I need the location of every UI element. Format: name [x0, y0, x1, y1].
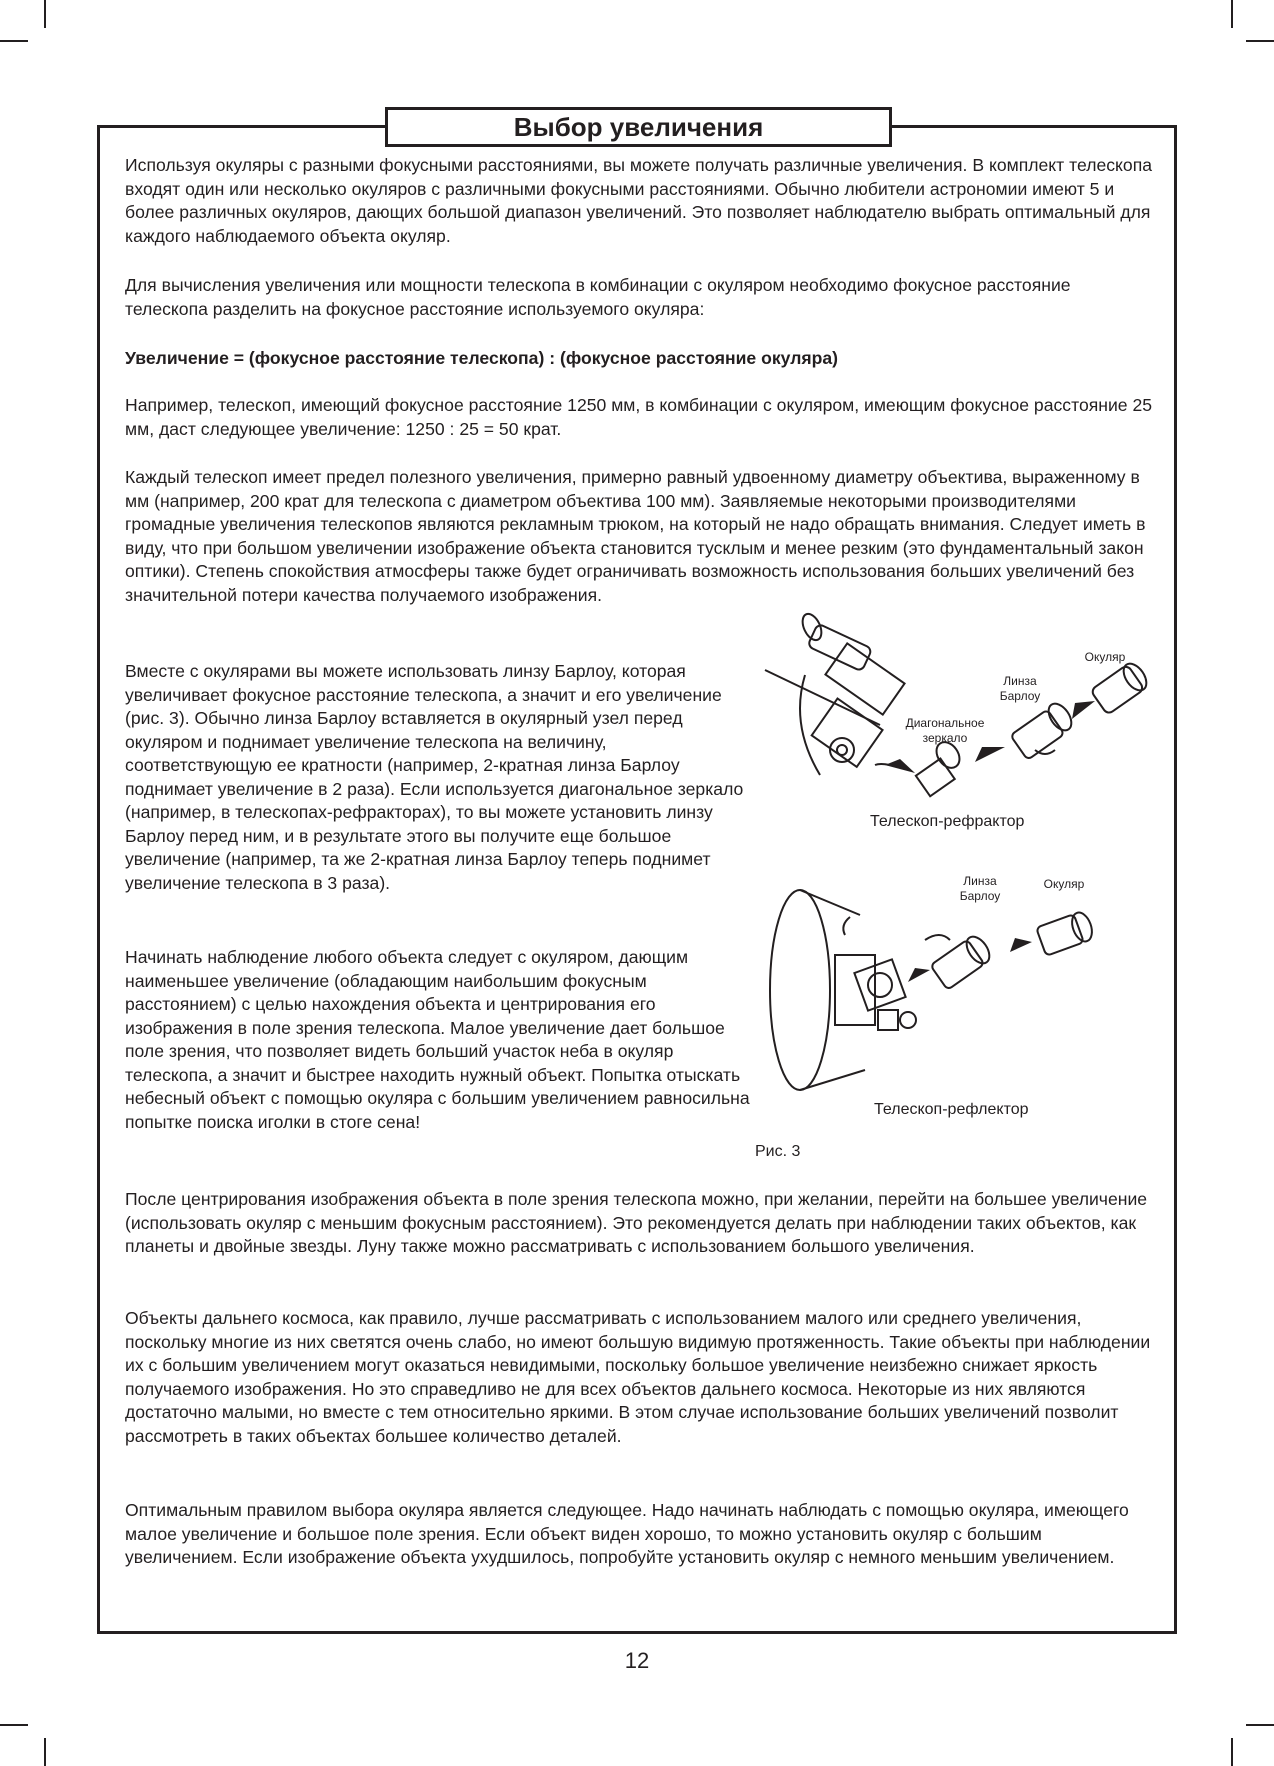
section-title: Выбор увеличения: [385, 107, 892, 147]
paragraph-centering: После центрирования изображения объекта в поле зрения телескопа можно, при желании, перейти на большее увеличение (использовать окуляр с меньшим фокусным расстоянием). Это рекомендуется делать при наблюдении таких объектов, как планеты и двойные звезды. Луну также можно рассматривать с использованием большого увеличения.: [125, 1189, 1148, 1256]
reflector-illustration: [760, 880, 1100, 1100]
label-barlow-refractor: [990, 674, 1050, 704]
crop-mark: [0, 1724, 28, 1726]
label-barlow-line1: Линза: [1003, 674, 1037, 688]
label-diagonal-mirror: [895, 716, 995, 746]
crop-mark: [44, 1738, 46, 1766]
page-number: 12: [624, 1648, 650, 1673]
crop-mark: [1231, 0, 1233, 28]
paragraph-barlow: Вместе с окулярами вы можете использовать линзу Барлоу, которая увеличивает фокусное расстояние телескопа, а значит и его увеличение (рис. 3). Обычно линза Барлоу вставляется в окулярный узел перед окуляром и поднимает увеличение телескопа на величину, соответствующую ее кратности (например, 2-кратная линза Барлоу поднимает увеличение в 2 раза). Если используется диагональное зеркало (например, в телескопах-рефракторах), то вы можете установить линзу Барлоу перед ним, и в результате этого вы получите еще большое увеличение (например, та же 2-кратная линза Барлоу теперь поднимет увеличение телескопа в 3 раза).: [125, 661, 744, 893]
crop-mark: [1246, 1724, 1274, 1726]
crop-mark: [1231, 1738, 1233, 1766]
label-barlow-reflector: [950, 874, 1010, 904]
figure-caption: Рис. 3: [755, 1143, 801, 1160]
label-eyepiece-refractor: Окуляр: [1084, 650, 1126, 664]
label-eyepiece-reflector: Окуляр: [1043, 877, 1085, 891]
label-diagonal-line2: зеркало: [922, 731, 968, 745]
caption-reflector: Телескоп-рефлектор: [874, 1101, 1029, 1118]
paragraph-calculation: Для вычисления увеличения или мощности телескопа в комбинации с окуляром необходимо фокусное расстояние телескопа разделить на фокусное расстояние используемого окуляра:: [125, 275, 1071, 319]
magnification-formula: Увеличение = (фокусное расстояние телескопа) : (фокусное расстояние окуляра): [125, 348, 839, 368]
label-diagonal-line1: Диагональное: [905, 716, 985, 730]
label-barlow-line2: Барлоу: [959, 889, 1001, 903]
paragraph-example: Например, телескоп, имеющий фокусное расстояние 1250 мм, в комбинации с окуляром, имеющим фокусное расстояние 25 мм, даст следующее увеличение: 1250 : 25 = 50 крат.: [125, 395, 1153, 439]
crop-mark: [0, 40, 28, 42]
label-barlow-line2: Барлоу: [999, 689, 1041, 703]
crop-mark: [1246, 40, 1274, 42]
paragraph-deep-space: Объекты дальнего космоса, как правило, лучше рассматривать с использованием малого или среднего увеличения, поскольку многие из них светятся очень слабо, но имеют большую видимую протяженность. Такие объекты при наблюдении их с большим увеличением могут оказаться невидимыми, поскольку большое увеличение неизбежно снижает яркость получаемого изображения. Но это справедливо не для всех объектов дальнего космоса. Некоторые из них являются достаточно малыми, но вместе с тем относительно яркими. В этом случае использование больших увеличений позволит рассмотреть в таких объектах большее количество деталей.: [125, 1308, 1151, 1446]
paragraph-limit: Каждый телескоп имеет предел полезного увеличения, примерно равный удвоенному диаметру объектива, выраженному в мм (например, 200 крат для телескопа с диаметром объектива 100 мм). Заявляемые некоторыми производителями громадные увеличения телескопов являются рекламным трюком, на который не надо обращать внимания. Следует иметь в виду, что при большом увеличении изображение объекта становится тусклым и менее резким (это фундаментальный закон оптики). Степень спокойствия атмосферы также будет ограничивать возможность использования больших увеличений без значительной потери качества получаемого изображения.: [125, 467, 1146, 605]
crop-mark: [44, 0, 46, 28]
paragraph-optimal-rule: Оптимальным правилом выбора окуляра является следующее. Надо начинать наблюдать с помощью окуляра, имеющего малое увеличение и большое поле зрения. Если объект виден хорошо, то можно установить окуляр с большим увеличением. Если изображение объекта ухудшилось, попробуйте установить окуляр с немного меньшим увеличением.: [125, 1500, 1129, 1567]
label-barlow-line1: Линза: [963, 874, 997, 888]
paragraph-intro: Используя окуляры с разными фокусными расстояниями, вы можете получать различные увеличения. В комплект телескопа входят один или несколько окуляров с различными фокусными расстояниями. Обычно любители астрономии имеют 5 и более различных окуляров, дающих большой диапазон увеличений. Это позволяет наблюдателю выбрать оптимальный для каждого наблюдаемого объекта окуляр.: [125, 155, 1153, 246]
caption-refractor: Телескоп-рефрактор: [870, 813, 1025, 830]
paragraph-start-observation: Начинать наблюдение любого объекта следует с окуляром, дающим наименьшее увеличение (обладающим наибольшим фокусным расстоянием) с целью нахождения объекта и центрирования его изображения в поле зрения телескопа. Малое увеличение дает большое поле зрения, что позволяет видеть больший участок неба в окуляр телескопа, а значит и быстрее находить нужный объект. Попытка отыскать небесный объект с помощью окуляра с большим увеличением равносильна попытке поиска иголки в стоге сена!: [125, 947, 750, 1132]
